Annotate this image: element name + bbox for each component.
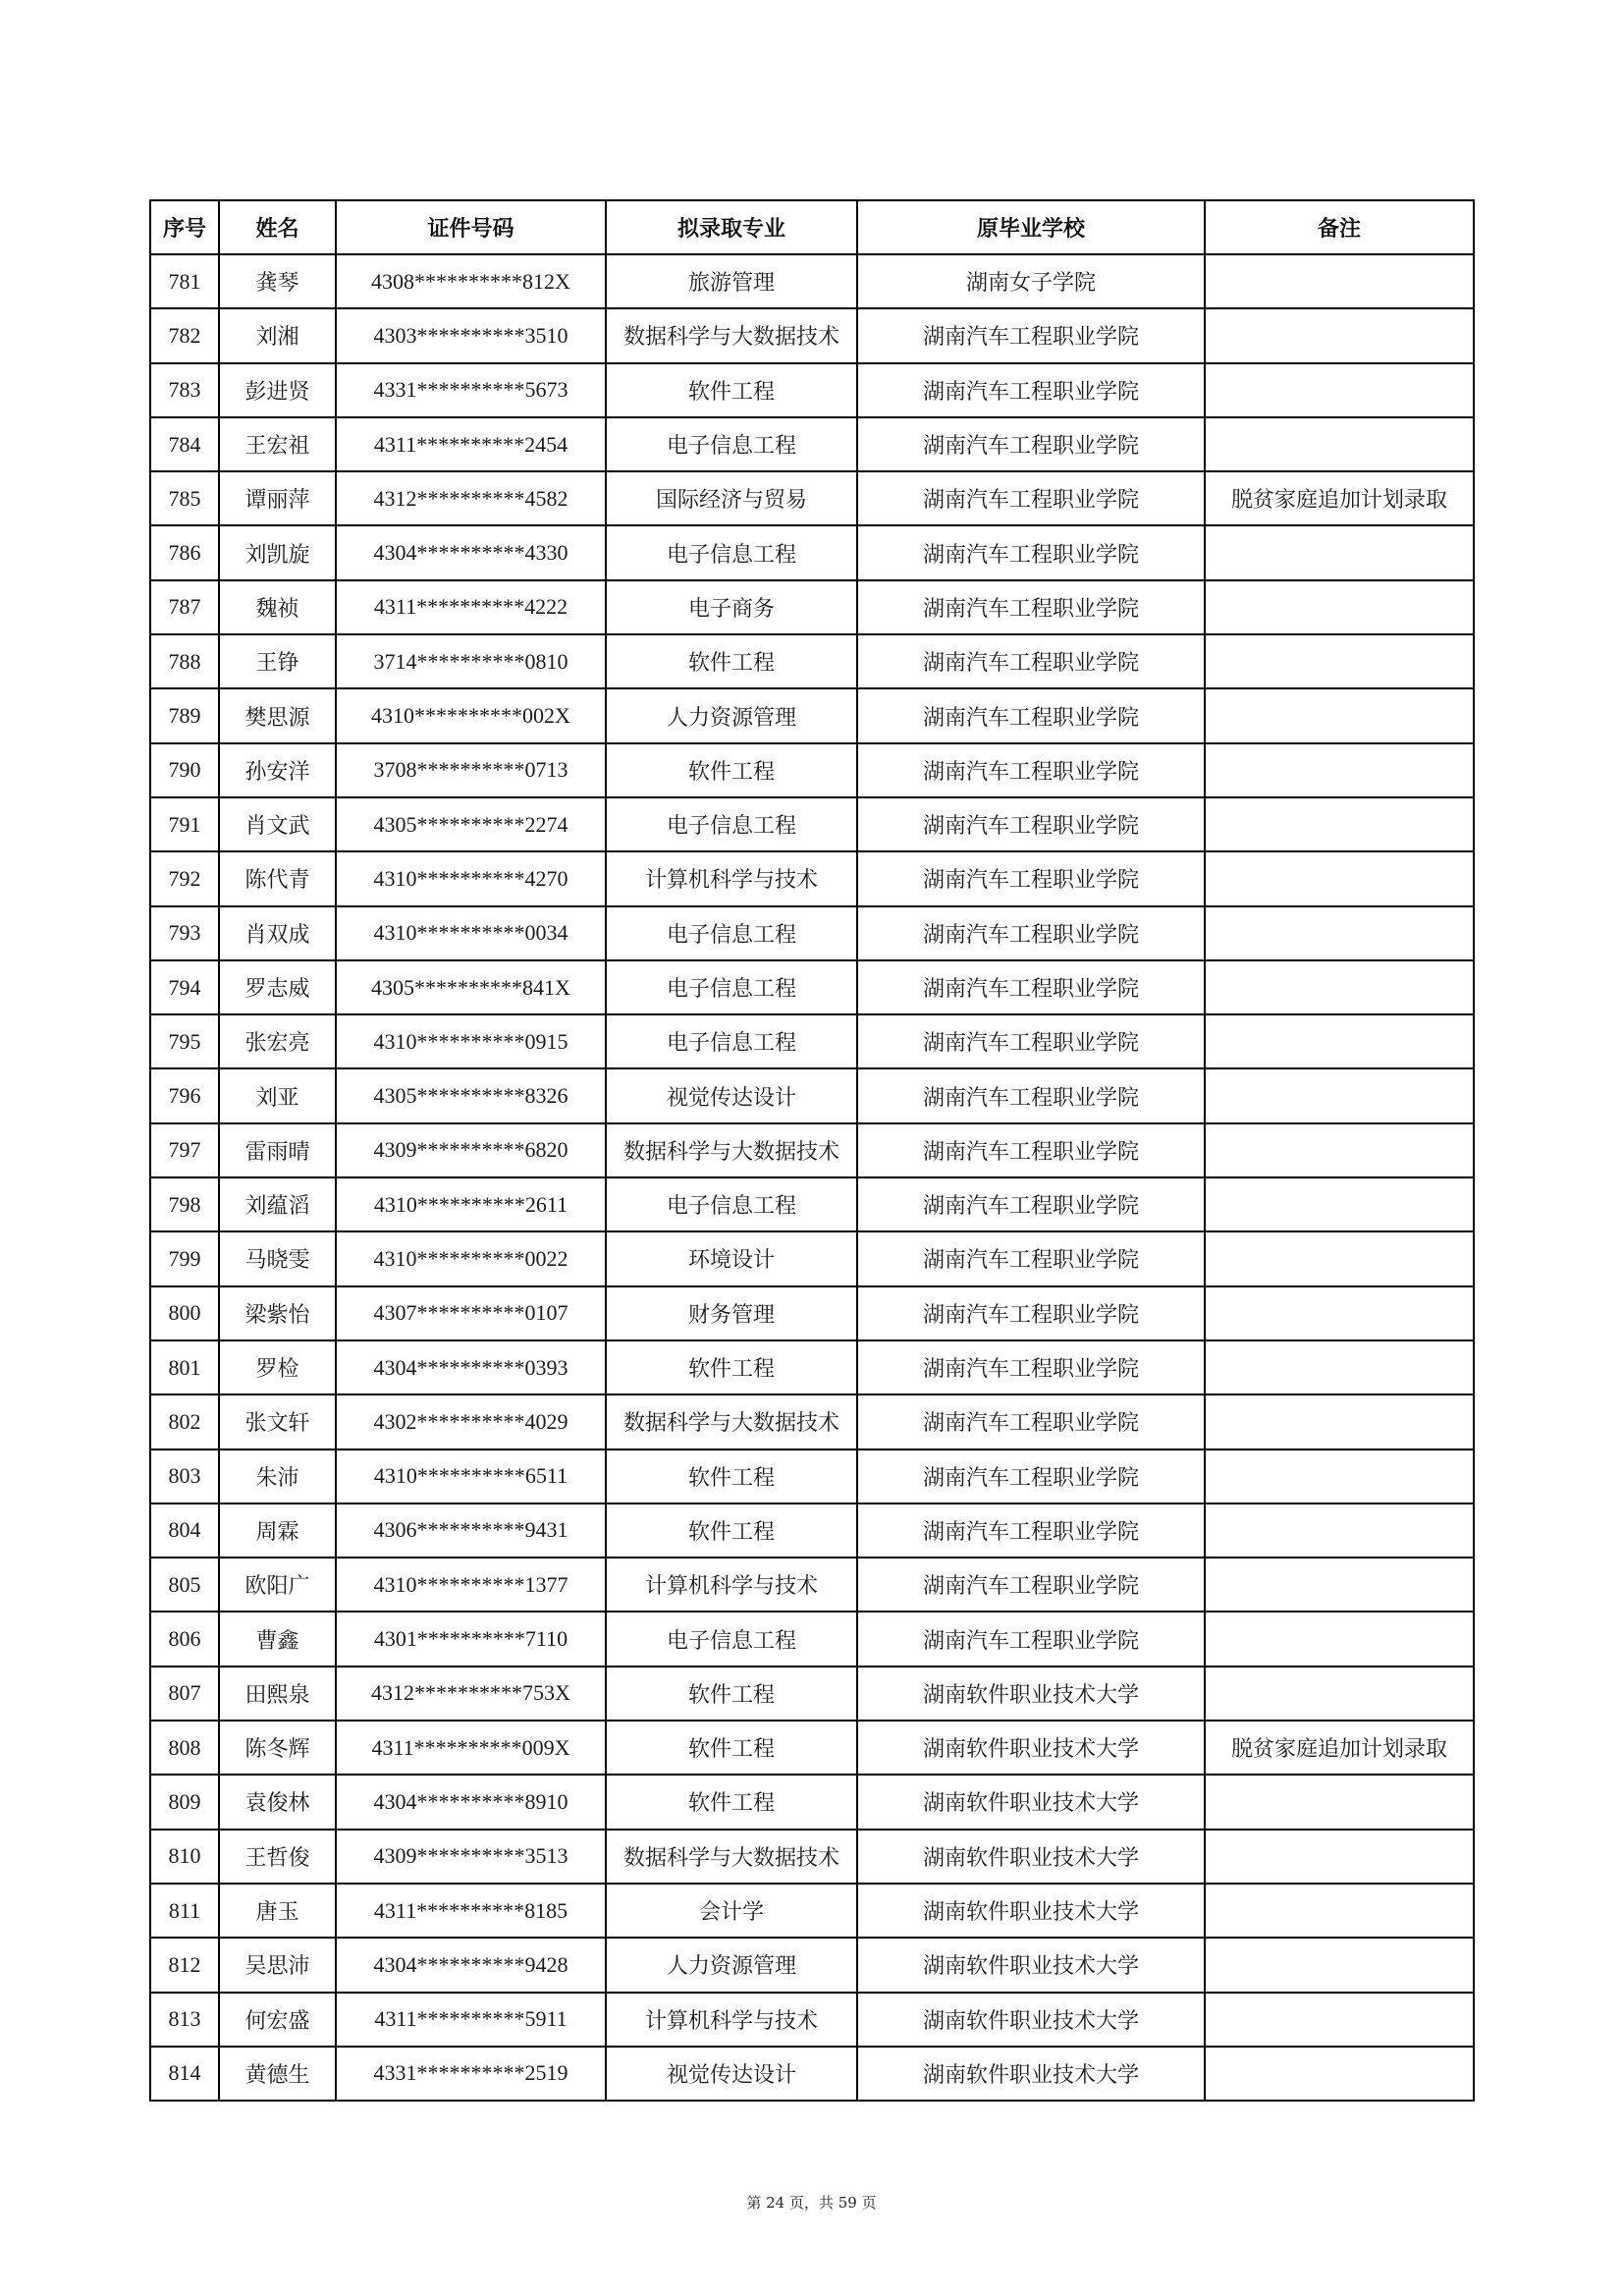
table-header-row [150, 200, 1474, 254]
row-id-number: 4331**********5673 [336, 363, 606, 417]
row-seq: 809 [150, 1775, 219, 1829]
table-row [150, 1938, 1474, 1992]
row-school: 湖南汽车工程职业学院 [857, 1503, 1205, 1558]
table-row [150, 580, 1474, 634]
row-seq: 797 [150, 1123, 219, 1177]
row-note [1205, 1667, 1474, 1721]
row-seq: 803 [150, 1449, 219, 1503]
row-school: 湖南汽车工程职业学院 [857, 1394, 1205, 1449]
row-major: 软件工程 [606, 1503, 857, 1558]
row-major: 数据科学与大数据技术 [606, 308, 857, 362]
row-school: 湖南汽车工程职业学院 [857, 688, 1205, 742]
row-note [1205, 1177, 1474, 1231]
table-row [150, 688, 1474, 742]
row-major: 数据科学与大数据技术 [606, 1123, 857, 1177]
row-id-number: 4305**********2274 [336, 797, 606, 851]
table-row [150, 743, 1474, 797]
row-note [1205, 1394, 1474, 1449]
row-name: 罗志威 [219, 960, 336, 1014]
row-school: 湖南汽车工程职业学院 [857, 417, 1205, 471]
row-school: 湖南软件职业技术大学 [857, 1884, 1205, 1938]
row-major: 会计学 [606, 1884, 857, 1938]
row-note [1205, 1612, 1474, 1666]
row-name: 曹鑫 [219, 1612, 336, 1666]
row-school: 湖南汽车工程职业学院 [857, 1612, 1205, 1666]
row-note [1205, 254, 1474, 308]
row-name: 刘蕴滔 [219, 1177, 336, 1231]
row-seq: 790 [150, 743, 219, 797]
row-id-number: 4311**********4222 [336, 580, 606, 634]
row-note [1205, 2047, 1474, 2101]
row-school: 湖南汽车工程职业学院 [857, 797, 1205, 851]
row-seq: 788 [150, 634, 219, 688]
row-name: 欧阳广 [219, 1558, 336, 1612]
row-note [1205, 906, 1474, 960]
row-name: 何宏盛 [219, 1993, 336, 2047]
table-row [150, 1830, 1474, 1884]
table-row [150, 906, 1474, 960]
header-major: 拟录取专业 [606, 200, 857, 254]
row-seq: 798 [150, 1177, 219, 1231]
row-seq: 791 [150, 797, 219, 851]
table-row [150, 417, 1474, 471]
table-row [150, 1340, 1474, 1394]
table-row [150, 363, 1474, 417]
row-note [1205, 1775, 1474, 1829]
row-school: 湖南汽车工程职业学院 [857, 580, 1205, 634]
row-major: 电子商务 [606, 580, 857, 634]
row-note: 脱贫家庭追加计划录取 [1205, 471, 1474, 525]
row-name: 黄德生 [219, 2047, 336, 2101]
row-name: 刘亚 [219, 1068, 336, 1122]
row-school: 湖南软件职业技术大学 [857, 1667, 1205, 1721]
row-major: 软件工程 [606, 743, 857, 797]
row-name: 雷雨晴 [219, 1123, 336, 1177]
row-name: 唐玉 [219, 1884, 336, 1938]
row-name: 马晓雯 [219, 1231, 336, 1285]
row-seq: 811 [150, 1884, 219, 1938]
row-seq: 804 [150, 1503, 219, 1558]
table-row [150, 1884, 1474, 1938]
row-name: 陈冬辉 [219, 1721, 336, 1775]
row-id-number: 4311**********8185 [336, 1884, 606, 1938]
table-row [150, 1231, 1474, 1285]
table-row [150, 1503, 1474, 1558]
row-id-number: 4310**********1377 [336, 1558, 606, 1612]
row-seq: 812 [150, 1938, 219, 1992]
row-seq: 795 [150, 1014, 219, 1068]
row-name: 刘湘 [219, 308, 336, 362]
row-id-number: 3714**********0810 [336, 634, 606, 688]
row-school: 湖南汽车工程职业学院 [857, 308, 1205, 362]
table-body [150, 254, 1474, 2101]
row-major: 电子信息工程 [606, 1177, 857, 1231]
row-note [1205, 1340, 1474, 1394]
row-school: 湖南汽车工程职业学院 [857, 960, 1205, 1014]
row-id-number: 4304**********8910 [336, 1775, 606, 1829]
row-name: 王铮 [219, 634, 336, 688]
table-row [150, 308, 1474, 362]
table-row [150, 1123, 1474, 1177]
row-major: 软件工程 [606, 634, 857, 688]
row-id-number: 4304**********0393 [336, 1340, 606, 1394]
row-note [1205, 1938, 1474, 1992]
row-note [1205, 743, 1474, 797]
row-school: 湖南软件职业技术大学 [857, 2047, 1205, 2101]
row-id-number: 4311**********5911 [336, 1993, 606, 2047]
row-name: 肖文武 [219, 797, 336, 851]
table-row [150, 1449, 1474, 1503]
row-id-number: 4308**********812X [336, 254, 606, 308]
row-seq: 781 [150, 254, 219, 308]
row-seq: 783 [150, 363, 219, 417]
row-school: 湖南汽车工程职业学院 [857, 1177, 1205, 1231]
row-major: 数据科学与大数据技术 [606, 1830, 857, 1884]
table-row [150, 1286, 1474, 1340]
row-major: 财务管理 [606, 1286, 857, 1340]
row-note [1205, 1068, 1474, 1122]
row-name: 王宏祖 [219, 417, 336, 471]
row-id-number: 4310**********4270 [336, 851, 606, 905]
table-row [150, 254, 1474, 308]
row-seq: 807 [150, 1667, 219, 1721]
row-major: 软件工程 [606, 1449, 857, 1503]
table-row [150, 797, 1474, 851]
row-seq: 794 [150, 960, 219, 1014]
row-seq: 787 [150, 580, 219, 634]
row-major: 计算机科学与技术 [606, 1558, 857, 1612]
row-seq: 785 [150, 471, 219, 525]
row-seq: 801 [150, 1340, 219, 1394]
row-major: 环境设计 [606, 1231, 857, 1285]
row-school: 湖南软件职业技术大学 [857, 1830, 1205, 1884]
row-id-number: 4303**********3510 [336, 308, 606, 362]
table-row [150, 1177, 1474, 1231]
row-name: 刘凯旋 [219, 525, 336, 579]
row-name: 田熙泉 [219, 1667, 336, 1721]
page-number: 第 24 页，共 59 页 [746, 2194, 877, 2212]
row-id-number: 4312**********4582 [336, 471, 606, 525]
row-id-number: 4309**********3513 [336, 1830, 606, 1884]
row-major: 电子信息工程 [606, 1612, 857, 1666]
row-note [1205, 1503, 1474, 1558]
row-note [1205, 308, 1474, 362]
row-id-number: 4311**********2454 [336, 417, 606, 471]
row-school: 湖南汽车工程职业学院 [857, 906, 1205, 960]
row-name: 吴思沛 [219, 1938, 336, 1992]
row-name: 陈代青 [219, 851, 336, 905]
row-name: 孙安洋 [219, 743, 336, 797]
row-school: 湖南汽车工程职业学院 [857, 1340, 1205, 1394]
row-note [1205, 1993, 1474, 2047]
row-name: 张宏亮 [219, 1014, 336, 1068]
row-seq: 792 [150, 851, 219, 905]
row-name: 王哲俊 [219, 1830, 336, 1884]
row-major: 软件工程 [606, 1775, 857, 1829]
row-note: 脱贫家庭追加计划录取 [1205, 1721, 1474, 1775]
row-school: 湖南汽车工程职业学院 [857, 743, 1205, 797]
row-note [1205, 851, 1474, 905]
row-note [1205, 1558, 1474, 1612]
row-school: 湖南汽车工程职业学院 [857, 1123, 1205, 1177]
row-id-number: 4305**********841X [336, 960, 606, 1014]
row-seq: 805 [150, 1558, 219, 1612]
row-note [1205, 1123, 1474, 1177]
row-major: 计算机科学与技术 [606, 1993, 857, 2047]
row-major: 电子信息工程 [606, 1014, 857, 1068]
row-seq: 782 [150, 308, 219, 362]
row-note [1205, 580, 1474, 634]
table-row [150, 1014, 1474, 1068]
row-major: 旅游管理 [606, 254, 857, 308]
table-row [150, 1068, 1474, 1122]
row-school: 湖南软件职业技术大学 [857, 1775, 1205, 1829]
row-school: 湖南汽车工程职业学院 [857, 1449, 1205, 1503]
row-major: 软件工程 [606, 1721, 857, 1775]
row-name: 罗检 [219, 1340, 336, 1394]
header-note: 备注 [1205, 200, 1474, 254]
row-id-number: 4307**********0107 [336, 1286, 606, 1340]
row-major: 电子信息工程 [606, 797, 857, 851]
table-row [150, 634, 1474, 688]
header-school: 原毕业学校 [857, 200, 1205, 254]
row-major: 人力资源管理 [606, 1938, 857, 1992]
row-id-number: 4310**********0034 [336, 906, 606, 960]
row-major: 电子信息工程 [606, 906, 857, 960]
row-note [1205, 688, 1474, 742]
row-id-number: 4310**********002X [336, 688, 606, 742]
row-note [1205, 1286, 1474, 1340]
row-note [1205, 1830, 1474, 1884]
row-school: 湖南软件职业技术大学 [857, 1721, 1205, 1775]
row-name: 谭丽萍 [219, 471, 336, 525]
row-seq: 813 [150, 1993, 219, 2047]
row-id-number: 4304**********4330 [336, 525, 606, 579]
row-name: 袁俊林 [219, 1775, 336, 1829]
row-name: 朱沛 [219, 1449, 336, 1503]
row-major: 电子信息工程 [606, 525, 857, 579]
row-seq: 800 [150, 1286, 219, 1340]
row-id-number: 4309**********6820 [336, 1123, 606, 1177]
row-note [1205, 417, 1474, 471]
row-major: 计算机科学与技术 [606, 851, 857, 905]
table-row [150, 851, 1474, 905]
table-row [150, 1721, 1474, 1775]
row-school: 湖南汽车工程职业学院 [857, 851, 1205, 905]
row-school: 湖南汽车工程职业学院 [857, 1558, 1205, 1612]
row-seq: 808 [150, 1721, 219, 1775]
row-id-number: 4310**********6511 [336, 1449, 606, 1503]
row-school: 湖南汽车工程职业学院 [857, 525, 1205, 579]
row-school: 湖南汽车工程职业学院 [857, 1014, 1205, 1068]
row-major: 视觉传达设计 [606, 1068, 857, 1122]
row-major: 软件工程 [606, 363, 857, 417]
row-seq: 810 [150, 1830, 219, 1884]
row-id-number: 4301**********7110 [336, 1612, 606, 1666]
row-school: 湖南汽车工程职业学院 [857, 1286, 1205, 1340]
row-name: 张文轩 [219, 1394, 336, 1449]
row-note [1205, 1884, 1474, 1938]
row-name: 魏祯 [219, 580, 336, 634]
table-row [150, 2047, 1474, 2101]
row-note [1205, 960, 1474, 1014]
table-row [150, 525, 1474, 579]
row-school: 湖南女子学院 [857, 254, 1205, 308]
table-row [150, 1993, 1474, 2047]
row-seq: 799 [150, 1231, 219, 1285]
row-school: 湖南软件职业技术大学 [857, 1993, 1205, 2047]
row-note [1205, 1231, 1474, 1285]
row-id-number: 4302**********4029 [336, 1394, 606, 1449]
row-note [1205, 797, 1474, 851]
table-row [150, 1667, 1474, 1721]
table-row [150, 1612, 1474, 1666]
admission-table [149, 199, 1475, 2102]
table-row [150, 1775, 1474, 1829]
row-name: 樊思源 [219, 688, 336, 742]
row-major: 软件工程 [606, 1340, 857, 1394]
row-major: 电子信息工程 [606, 417, 857, 471]
table-row [150, 471, 1474, 525]
row-id-number: 4331**********2519 [336, 2047, 606, 2101]
row-id-number: 4311**********009X [336, 1721, 606, 1775]
table-row [150, 1394, 1474, 1449]
row-school: 湖南汽车工程职业学院 [857, 363, 1205, 417]
row-seq: 784 [150, 417, 219, 471]
row-major: 人力资源管理 [606, 688, 857, 742]
row-note [1205, 634, 1474, 688]
row-id-number: 4310**********0915 [336, 1014, 606, 1068]
row-school: 湖南汽车工程职业学院 [857, 634, 1205, 688]
table-row [150, 1558, 1474, 1612]
row-major: 软件工程 [606, 1667, 857, 1721]
row-note [1205, 525, 1474, 579]
row-major: 国际经济与贸易 [606, 471, 857, 525]
row-id-number: 4306**********9431 [336, 1503, 606, 1558]
row-school: 湖南汽车工程职业学院 [857, 1068, 1205, 1122]
row-school: 湖南汽车工程职业学院 [857, 1231, 1205, 1285]
row-id-number: 4312**********753X [336, 1667, 606, 1721]
header-name: 姓名 [219, 200, 336, 254]
row-note [1205, 1449, 1474, 1503]
row-major: 视觉传达设计 [606, 2047, 857, 2101]
row-id-number: 4304**********9428 [336, 1938, 606, 1992]
row-seq: 789 [150, 688, 219, 742]
table-row [150, 960, 1474, 1014]
row-name: 龚琴 [219, 254, 336, 308]
row-name: 梁紫怡 [219, 1286, 336, 1340]
row-seq: 814 [150, 2047, 219, 2101]
row-id-number: 4310**********0022 [336, 1231, 606, 1285]
row-seq: 786 [150, 525, 219, 579]
row-seq: 802 [150, 1394, 219, 1449]
row-school: 湖南软件职业技术大学 [857, 1938, 1205, 1992]
row-id-number: 4305**********8326 [336, 1068, 606, 1122]
row-major: 电子信息工程 [606, 960, 857, 1014]
row-id-number: 3708**********0713 [336, 743, 606, 797]
row-major: 数据科学与大数据技术 [606, 1394, 857, 1449]
row-note [1205, 363, 1474, 417]
row-name: 彭进贤 [219, 363, 336, 417]
row-seq: 796 [150, 1068, 219, 1122]
header-seq: 序号 [150, 200, 219, 254]
row-seq: 793 [150, 906, 219, 960]
row-seq: 806 [150, 1612, 219, 1666]
row-id-number: 4310**********2611 [336, 1177, 606, 1231]
row-name: 肖双成 [219, 906, 336, 960]
row-note [1205, 1014, 1474, 1068]
row-name: 周霖 [219, 1503, 336, 1558]
row-school: 湖南汽车工程职业学院 [857, 471, 1205, 525]
header-id-number: 证件号码 [336, 200, 606, 254]
